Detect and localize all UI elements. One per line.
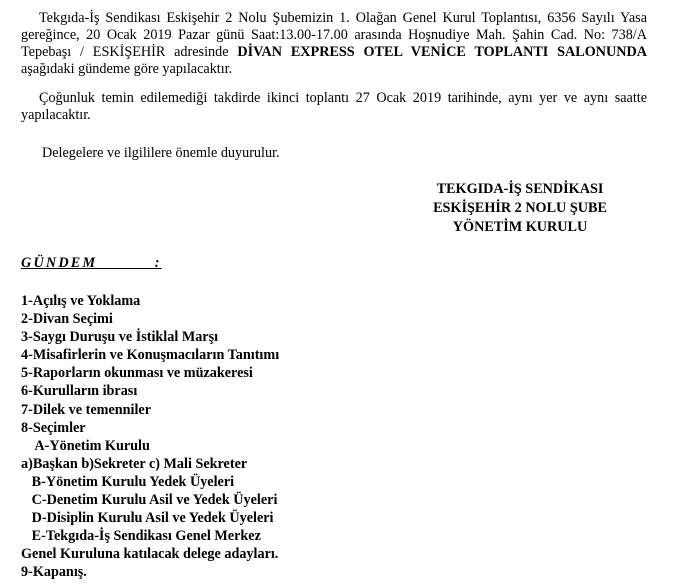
meeting-venue: DİVAN EXPRESS OTEL VENİCE TOPLANTI SALONUNDA <box>237 44 647 60</box>
announcement-text-start: Tekgıda-İş Sendikası Eskişehir 2 Nolu Şubemizin 1. Olağan Genel Kurul Toplantısı, 6356 Sayılı Yasa gereğince, 20 Ocak 2019 Pazar günü Saat:13.00-17.00 arasında Hoşnudiye Mah. Şahin Cad. No: 738/A Tepebaşı / ESKİŞEHİR adresinde <box>21 10 647 60</box>
agenda-item: 2-Divan Seçimi <box>21 311 113 328</box>
signature-board-name: YÖNETİM KURULU <box>452 219 588 235</box>
signature-union-name: TEKGIDA-İŞ SENDİKASI <box>436 181 604 197</box>
agenda-item: 5-Raporların okunması ve müzakeresi <box>21 365 253 382</box>
agenda-title: GÜNDEM : <box>21 255 162 271</box>
agenda-item: 9-Kapanış. <box>21 564 87 581</box>
agenda-subitem: A-Yönetim Kurulu <box>21 437 150 454</box>
notice-paragraph: Delegelere ve ilgililere önemle duyurulur. <box>42 145 280 161</box>
agenda-item: 3-Saygı Duruşu ve İstiklal Marşı <box>21 329 219 346</box>
agenda-item: 8-Seçimler <box>21 419 86 436</box>
agenda-item: 7-Dilek ve temenniler <box>21 401 152 418</box>
agenda-subitem: E-Tekgıda-İş Sendikası Genel Merkez <box>21 528 261 545</box>
signature-branch-name: ESKİŞEHİR 2 NOLU ŞUBE <box>433 200 607 216</box>
agenda-item: 1-Açılış ve Yoklama <box>21 293 141 309</box>
announcement-text-end: aşağıdaki gündeme göre yapılacaktır. <box>21 61 233 77</box>
agenda-subitem: C-Denetim Kurulu Asil ve Yedek Üyeleri <box>21 492 278 509</box>
agenda-subitem: D-Disiplin Kurulu Asil ve Yedek Üyeleri <box>21 510 274 527</box>
meeting-announcement-paragraph <box>21 10 647 78</box>
quorum-paragraph <box>21 90 647 124</box>
agenda-item: 4-Misafirlerin ve Konuşmacıların Tanıtımı <box>21 347 280 364</box>
agenda-list <box>21 292 279 582</box>
agenda-subitem: B-Yönetim Kurulu Yedek Üyeleri <box>21 473 235 490</box>
signature-block <box>400 180 640 237</box>
agenda-item: 6-Kurulların ibrası <box>21 383 138 400</box>
quorum-text: Çoğunluk temin edilemediği takdirde ikinci toplantı 27 Ocak 2019 tarihinde, aynı yer ve aynı saatte yapılacaktır. <box>21 90 647 123</box>
agenda-subitem: a)Başkan b)Sekreter c) Mali Sekreter <box>21 455 248 472</box>
agenda-subitem: Genel Kuruluna katılacak delege adayları. <box>21 546 279 563</box>
